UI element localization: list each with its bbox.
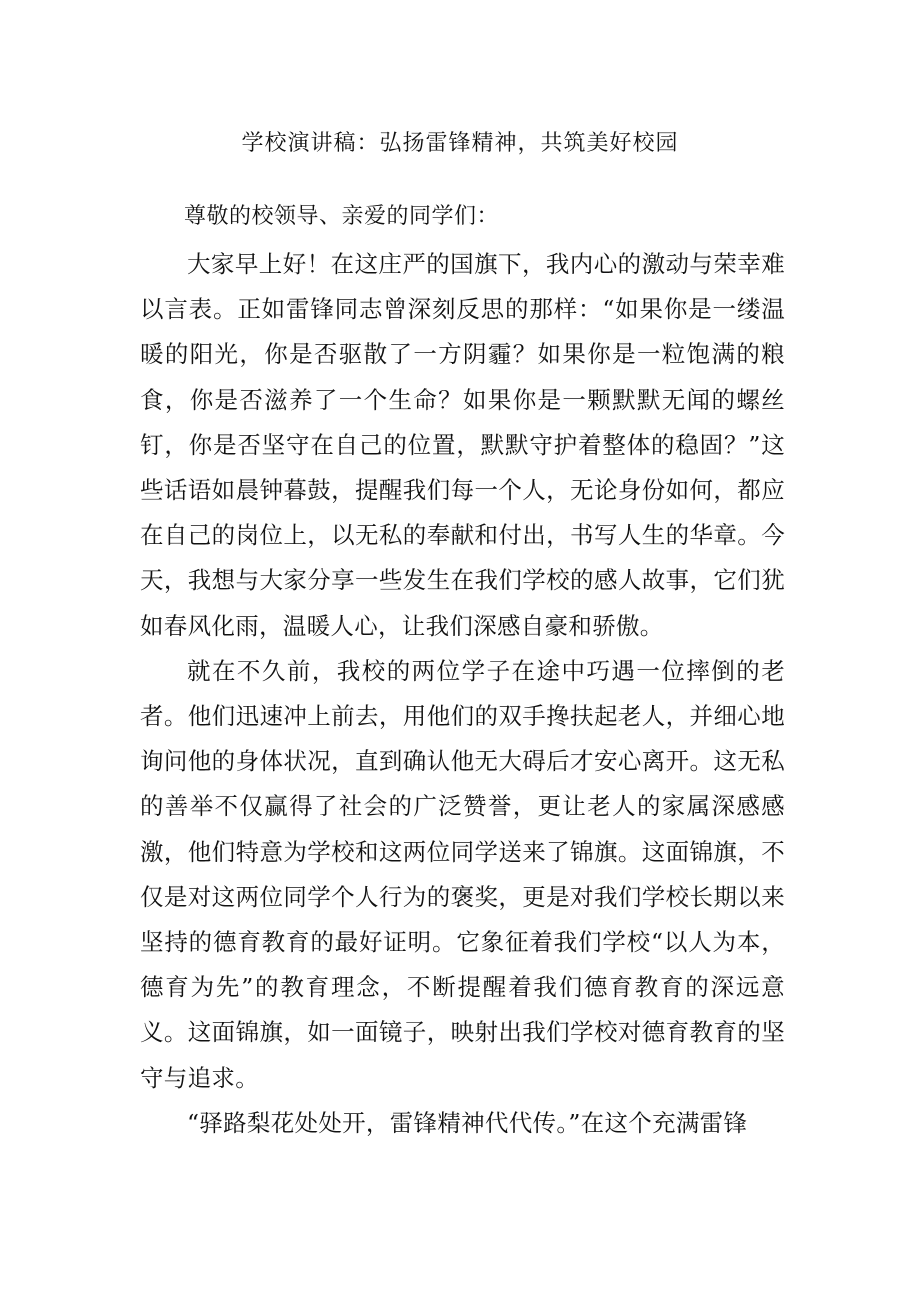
- document-body: [140, 198, 785, 1146]
- paragraph-2: 就在不久前，我校的两位学子在途中巧遇一位摔倒的老者。他们迅速冲上前去，用他们的双手搀扶起老人，并细心地询问他的身体状况，直到确认他无大碍后才安心离开。这无私的善举不仅赢得了社会的广泛赞誉，更让老人的家属深感感激，他们特意为学校和这两位同学送来了锦旗。这面锦旗，不仅是对这两位同学个人行为的褒奖，更是对我们学校长期以来坚持的德育教育的最好证明。它象征着我们学校“以人为本，德育为先”的教育理念，不断提醒着我们德育教育的深远意义。这面锦旗，如一面镜子，映射出我们学校对德育教育的坚守与追求。: [140, 656, 785, 1092]
- salutation: 尊敬的校领导、亲爱的同学们：: [184, 204, 500, 229]
- document-title: 学校演讲稿：弘扬雷锋精神，共筑美好校园: [241, 131, 679, 156]
- paragraph-3: “驿路梨花处处开，雷锋精神代代传。”在这个充满雷锋: [187, 1108, 748, 1137]
- paragraph-1: 大家早上好！在这庄严的国旗下，我内心的激动与荣幸难以言表。正如雷锋同志曾深刻反思的那样：“如果你是一缕温暖的阳光，你是否驱散了一方阴霾？如果你是一粒饱满的粮食，你是否滋养了一个生命？如果你是一颗默默无闻的螺丝钉，你是否坚守在自己的位置，默默守护着整体的稳固？”这些话语如晨钟暮鼓，提醒我们每一个人，无论身份如何，都应在自己的岗位上，以无私的奉献和付出，书写人生的华章。今天，我想与大家分享一些发生在我们学校的感人故事，它们犹如春风化雨，温暖人心，让我们深感自豪和骄傲。: [140, 250, 785, 640]
